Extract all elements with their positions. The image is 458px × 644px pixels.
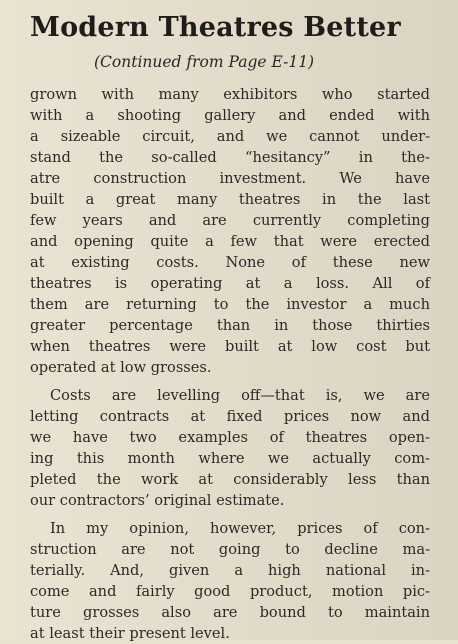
- text-line: ing this month where we actually com-: [30, 450, 430, 467]
- article-title: Modern Theatres Better: [30, 12, 401, 43]
- text-line: and opening quite a few that were erected: [30, 233, 430, 250]
- text-line: we have two examples of theatres open-: [30, 429, 430, 446]
- text-line: In my opinion, however, prices of con-: [50, 520, 430, 537]
- text-line: at existing costs. None of these new: [30, 254, 430, 271]
- article-paragraph: [30, 385, 430, 511]
- text-line: atre construction investment. We have: [30, 170, 430, 187]
- text-line: with a shooting gallery and ended with: [30, 107, 430, 124]
- text-line: a sizeable circuit, and we cannot under-: [30, 128, 430, 145]
- text-line: grown with many exhibitors who started: [30, 86, 430, 103]
- continued-note: (Continued from Page E-11): [94, 53, 315, 71]
- text-line: greater percentage than in those thirties: [30, 317, 430, 334]
- text-line: struction are not going to decline ma-: [30, 541, 430, 558]
- text-line: them are returning to the investor a much: [30, 296, 430, 313]
- text-line: our contractors’ original estimate.: [30, 492, 285, 509]
- text-line: pleted the work at considerably less than: [30, 471, 430, 488]
- text-line: built a great many theatres in the last: [30, 191, 430, 208]
- article-paragraph: [30, 84, 430, 378]
- text-line: few years and are currently completing: [30, 212, 430, 229]
- text-line: come and fairly good product, motion pic-: [30, 583, 430, 600]
- text-line: letting contracts at fixed prices now and: [30, 408, 430, 425]
- text-line: when theatres were built at low cost but: [30, 338, 430, 355]
- text-line: ture grosses also are bound to maintain: [30, 604, 430, 621]
- article-paragraph: [30, 518, 430, 644]
- text-line: terially. And, given a high national in-: [30, 562, 430, 579]
- text-line: stand the so-called “hesitancy” in the-: [30, 149, 430, 166]
- article-body: [30, 84, 430, 644]
- text-line: theatres is operating at a loss. All of: [30, 275, 430, 292]
- text-line: at least their present level.: [30, 625, 230, 642]
- text-line: operated at low grosses.: [30, 359, 212, 376]
- text-line: Costs are levelling off—that is, we are: [50, 387, 430, 404]
- article-column: [30, 12, 430, 644]
